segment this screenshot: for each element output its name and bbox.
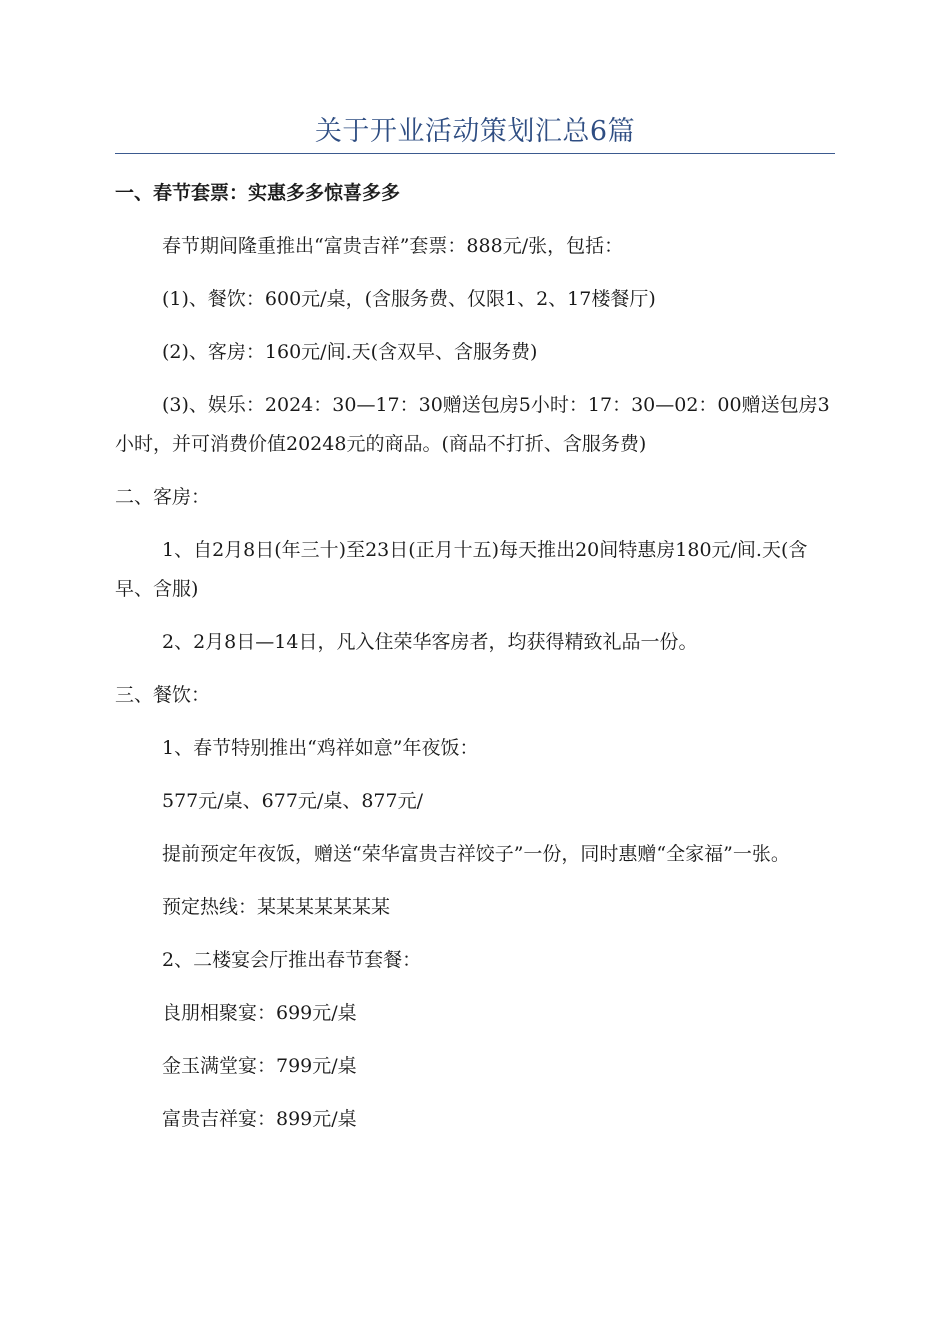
document-title: 关于开业活动策划汇总6篇: [314, 116, 636, 147]
paragraph-package-entertainment: (3)、娱乐：2024：30—17：30赠送包房5小时：17：30—02：00赠送包房3小时，并可消费价值20248元的商品。(商品不打折、含服务费): [115, 394, 830, 455]
section-heading-spring-package: 一、春节套票：实惠多多惊喜多多: [115, 182, 401, 204]
paragraph-dining-hotline: 预定热线：某某某某某某某: [162, 896, 391, 918]
paragraph-banquet-2: 金玉满堂宴：799元/桌: [162, 1055, 357, 1077]
paragraph-rooms-gift: 2、2月8日—14日，凡入住荣华客房者，均获得精致礼品一份。: [162, 631, 698, 653]
paragraph-dining-prices: 577元/桌、677元/桌、877元/: [162, 790, 423, 812]
paragraph-package-room: (2)、客房：160元/间.天(含双早、含服务费): [162, 341, 538, 363]
document-body: [115, 174, 835, 1153]
paragraph-rooms-special: 1、自2月8日(年三十)至23日(正月十五)每天推出20间特惠房180元/间.天(含早、含服): [115, 539, 808, 600]
paragraph-banquet-intro: 2、二楼宴会厅推出春节套餐：: [162, 949, 422, 971]
section-heading-dining: 三、餐饮：: [115, 684, 211, 706]
paragraph-dining-new-year-eve: 1、春节特别推出“鸡祥如意”年夜饭：: [162, 737, 479, 759]
paragraph-package-intro: 春节期间隆重推出“富贵吉祥”套票：888元/张，包括：: [162, 235, 624, 257]
paragraph-banquet-3: 富贵吉祥宴：899元/桌: [162, 1108, 357, 1130]
paragraph-dining-reservation-gift: 提前预定年夜饭，赠送“荣华富贵吉祥饺子”一份，同时惠赠“全家福”一张。: [162, 843, 790, 865]
paragraph-banquet-1: 良朋相聚宴：699元/桌: [162, 1002, 357, 1024]
section-heading-rooms: 二、客房：: [115, 486, 211, 508]
title-underline: [115, 153, 835, 154]
paragraph-package-dining: (1)、餐饮：600元/桌，(含服务费、仅限1、2、17楼餐厅): [162, 288, 656, 310]
